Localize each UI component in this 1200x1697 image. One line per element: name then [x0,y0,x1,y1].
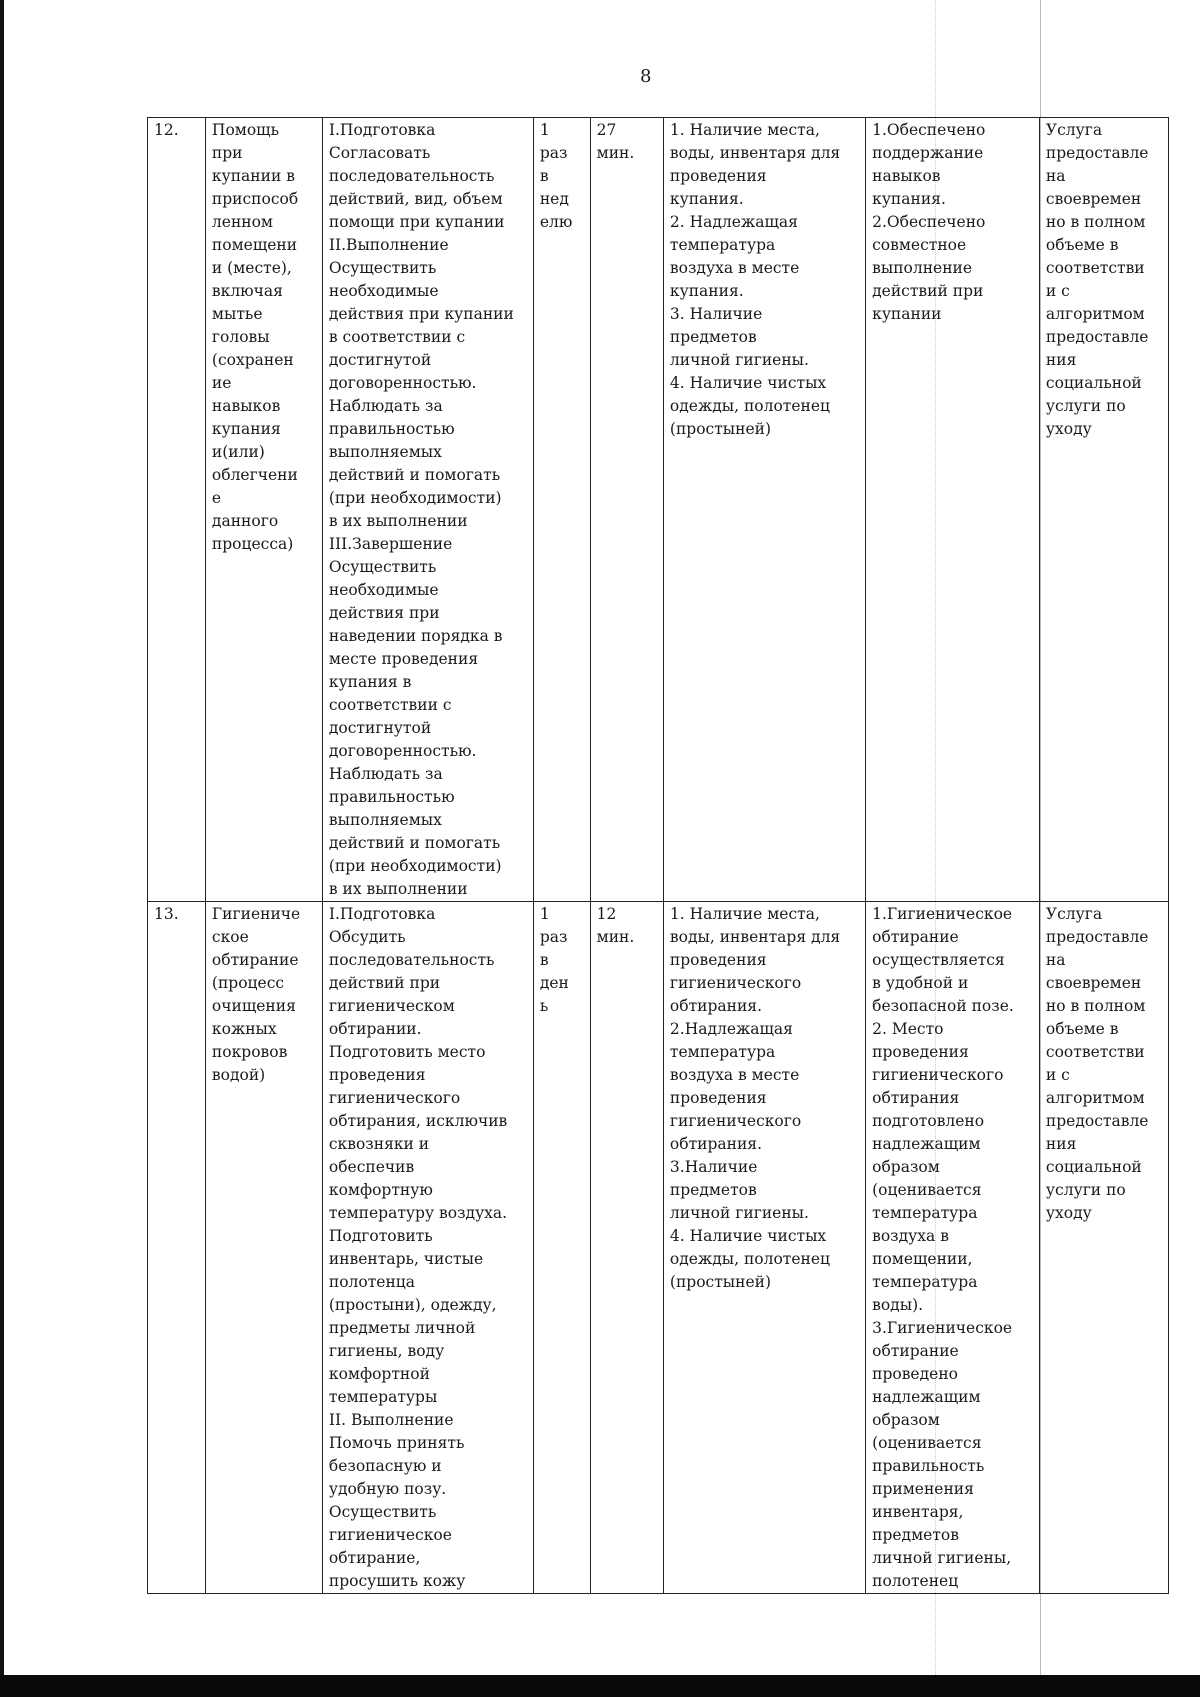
scan-left-edge [0,0,4,1697]
table-row [148,902,1169,1594]
service-name: Помощь при купании в приспособ ленном помещени и (месте), включая мытье головы (сохранен ие навыков купания и(или) облегчени е данного процесса) [205,118,322,902]
service-quality: Услуга предоставле на своевремен но в полном объеме в соответстви и с алгоритмом предоставле ния социальной услуги по уходу [1039,118,1168,902]
service-frequency: 1 раз в ден ь [533,902,590,1594]
service-actions: I.Подготовка Обсудить последовательность действий при гигиеническом обтирании. Подготовить место проведения гигиенического обтирания, исключив сквозняки и обеспечив комфортную температуру воздуха. Подготовить инвентарь, чистые полотенца (простыни), одежду, предметы личной гигиены, воду комфортной температуры II. Выполнение Помочь принять безопасную и удобную позу. Осуществить гигиеническое обтирание, просушить кожу [322,902,533,1594]
service-duration: 27 мин. [590,118,663,902]
page-number: 8 [640,66,652,87]
service-duration: 12 мин. [590,902,663,1594]
service-actions: I.Подготовка Согласовать последовательность действий, вид, объем помощи при купании II.Выполнение Осуществить необходимые действия при купании в соответствии с достигнутой договоренностью. Наблюдать за правильностью выполняемых действий и помогать (при необходимости) в их выполнении III.Завершение Осуществить необходимые действия при наведении порядка в месте проведения купания в соответствии с достигнутой договоренностью. Наблюдать за правильностью выполняемых действий и помогать (при необходимости) в их выполнении [322,118,533,902]
service-name: Гигиениче ское обтирание (процесс очищения кожных покровов водой) [205,902,322,1594]
service-conditions: 1. Наличие места, воды, инвентаря для проведения купания. 2. Надлежащая температура воздуха в месте купания. 3. Наличие предметов личной гигиены. 4. Наличие чистых одежды, полотенец (простыней) [663,118,865,902]
services-table [147,117,1169,1594]
row-number: 12. [148,118,206,902]
row-number: 13. [148,902,206,1594]
service-frequency: 1 раз в нед елю [533,118,590,902]
service-conditions: 1. Наличие места, воды, инвентаря для проведения гигиенического обтирания. 2.Надлежащая температура воздуха в месте проведения гигиенического обтирания. 3.Наличие предметов личной гигиены. 4. Наличие чистых одежды, полотенец (простыней) [663,902,865,1594]
service-results: 1.Обеспечено поддержание навыков купания. 2.Обеспечено совместное выполнение действий при купании [866,118,1040,902]
service-results: 1.Гигиеническое обтирание осуществляется в удобной и безопасной позе. 2. Место проведения гигиенического обтирания подготовлено надлежащим образом (оценивается температура воздуха в помещении, температура воды). 3.Гигиеническое обтирание проведено надлежащим образом (оценивается правильность применения инвентаря, предметов личной гигиены, полотенец [866,902,1040,1594]
service-quality: Услуга предоставле на своевремен но в полном объеме в соответстви и с алгоритмом предоставле ния социальной услуги по уходу [1039,902,1168,1594]
scan-bottom-edge [0,1675,1200,1697]
table-row [148,118,1169,902]
